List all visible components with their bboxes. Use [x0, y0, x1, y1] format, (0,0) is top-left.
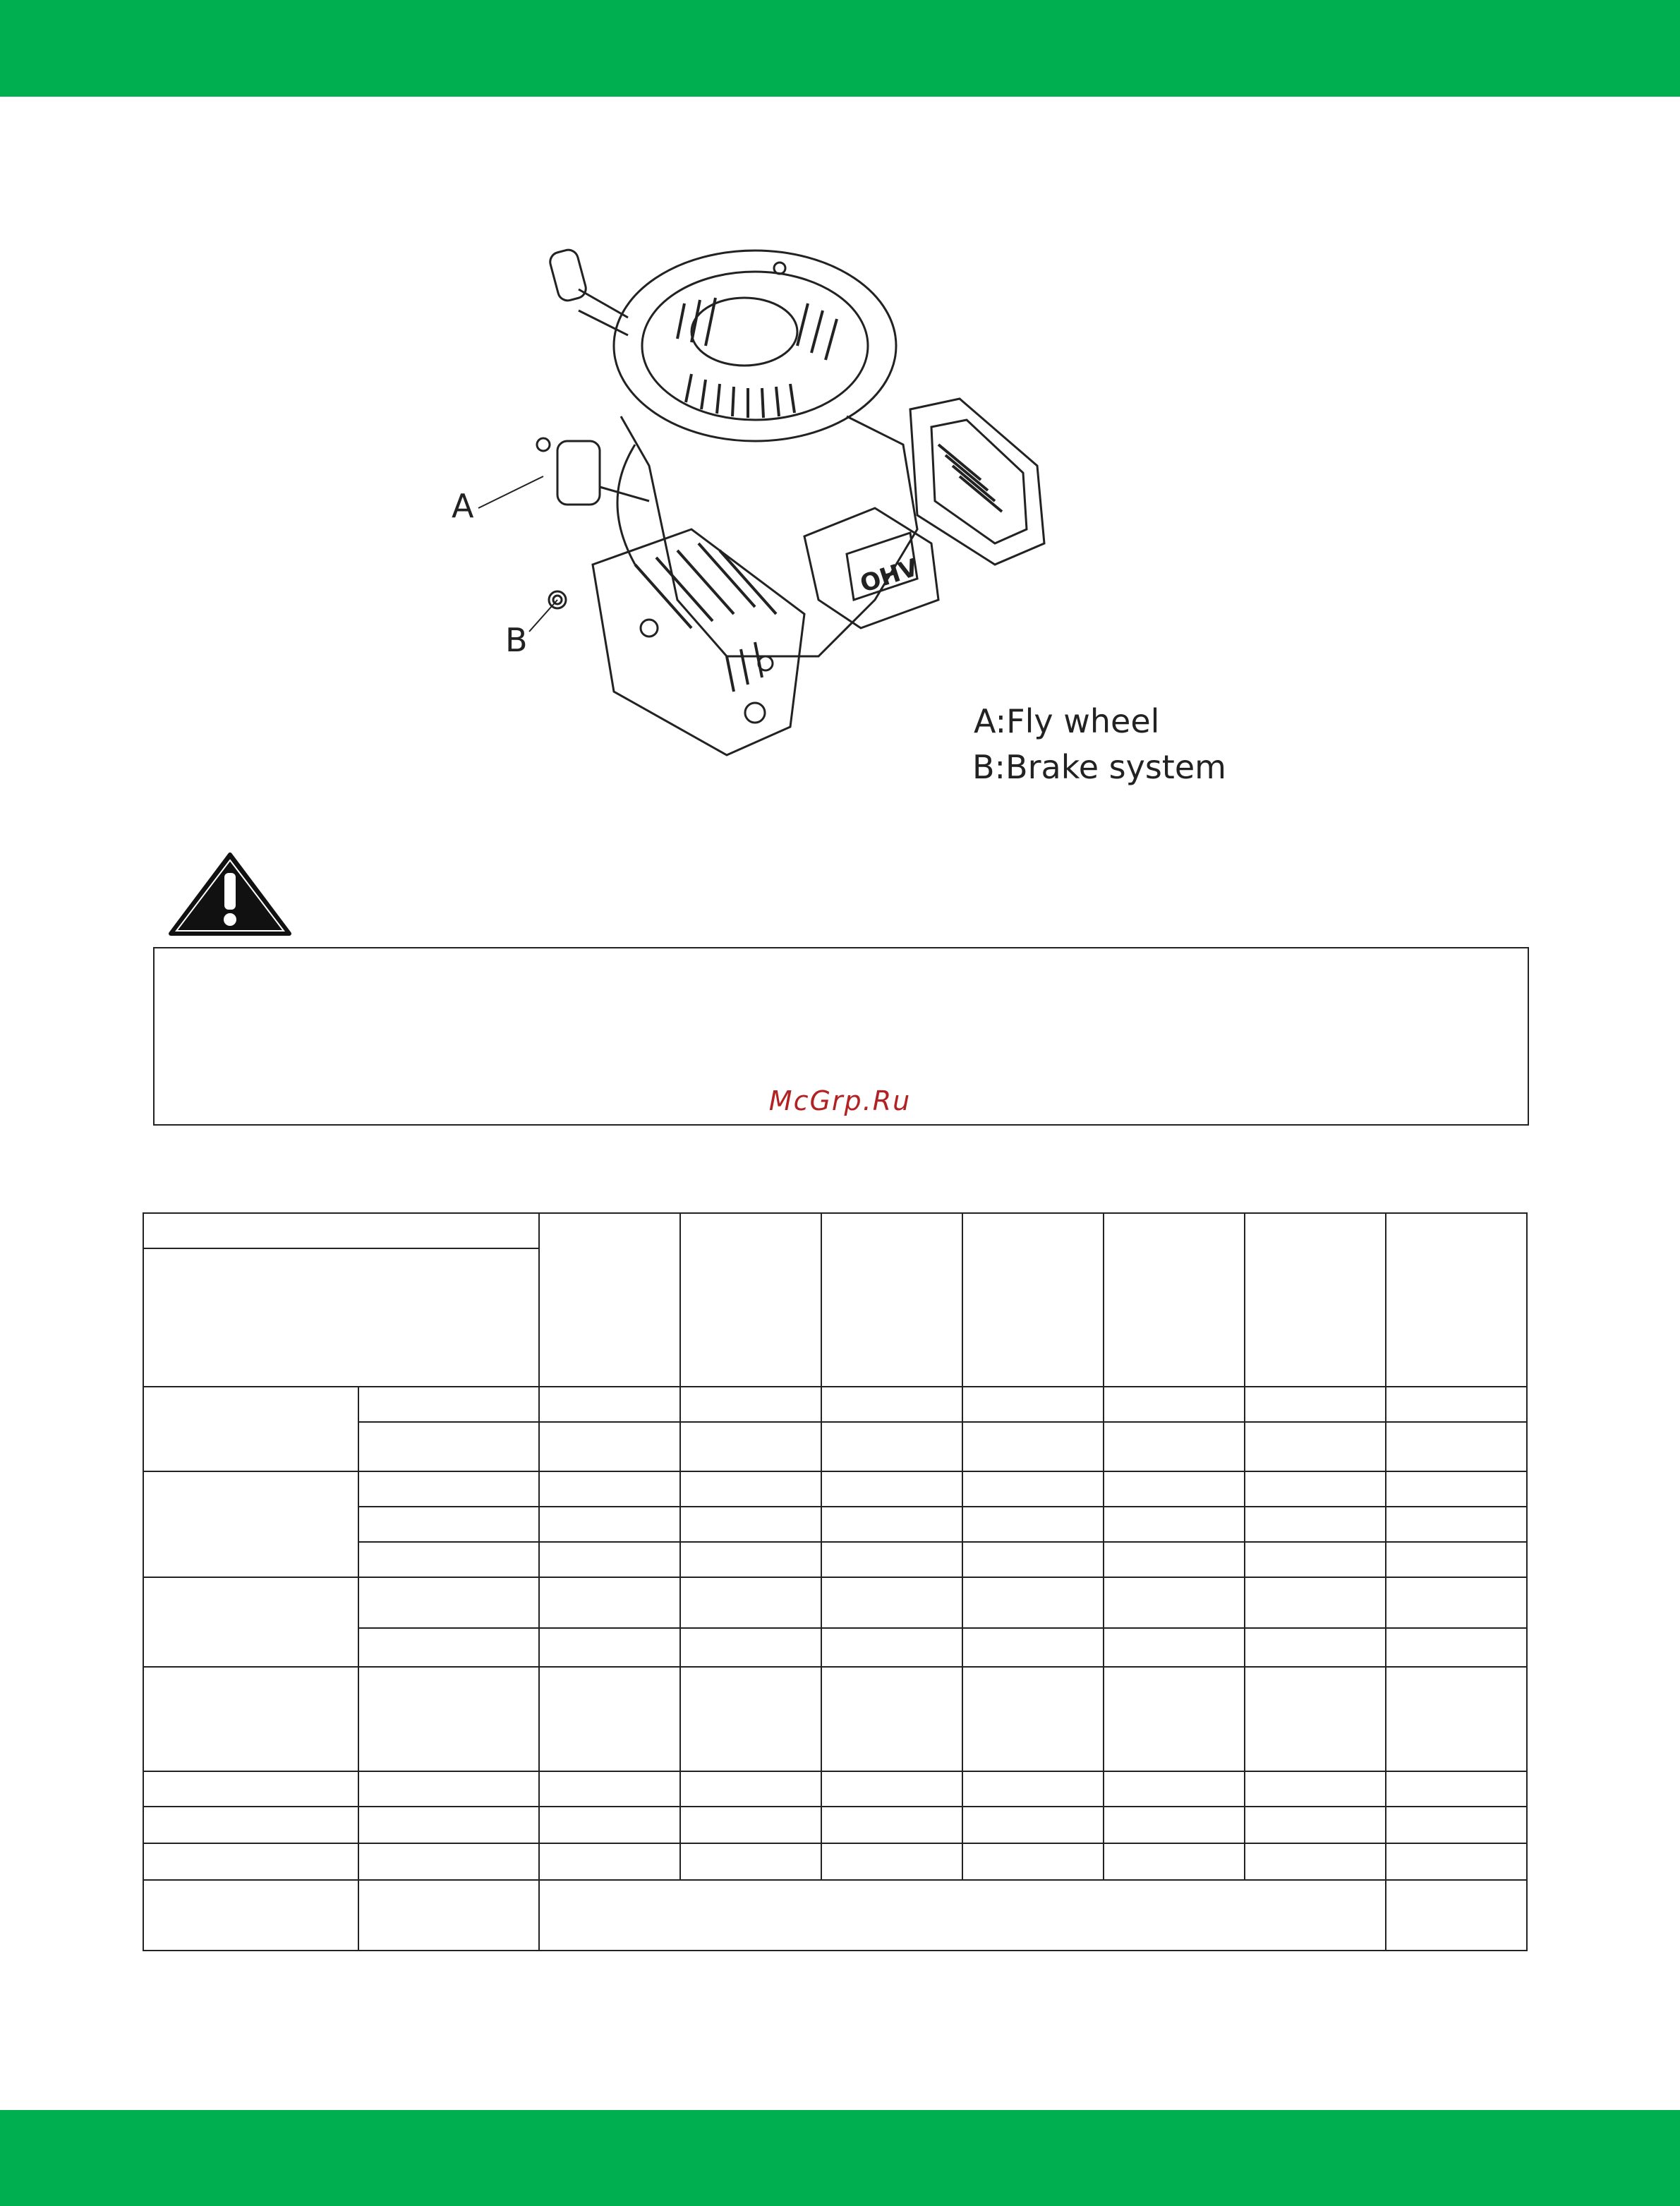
table-header-cell [1245, 1213, 1386, 1387]
table-header-cell [539, 1213, 680, 1387]
table-row [143, 1577, 1527, 1628]
legend-brake-system: B:Brake system [972, 748, 1226, 786]
table-row [143, 1667, 1527, 1771]
table-header-cell [143, 1213, 539, 1248]
table-header-cell [1386, 1213, 1527, 1387]
callout-b-label: B [505, 621, 528, 659]
table-row [143, 1807, 1527, 1843]
table-row [143, 1387, 1527, 1422]
watermark: McGrp.Ru [768, 1085, 912, 1116]
table-row [143, 1771, 1527, 1807]
table-header-cell [821, 1213, 962, 1387]
top-color-band [0, 0, 1680, 97]
table-row [143, 1471, 1527, 1507]
table-header-cell [1104, 1213, 1245, 1387]
table-header-cell [143, 1248, 539, 1387]
bottom-color-band [0, 2110, 1680, 2206]
warning-icon [167, 850, 294, 938]
table-row [143, 1843, 1527, 1880]
table-row [143, 1880, 1527, 1951]
table-header-cell [680, 1213, 821, 1387]
callout-a-label: A [452, 487, 474, 525]
specification-table [143, 1212, 1528, 1951]
table-header-cell [962, 1213, 1104, 1387]
svg-text:OHV: OHV [857, 553, 922, 599]
legend-flywheel: A:Fly wheel [974, 702, 1160, 740]
